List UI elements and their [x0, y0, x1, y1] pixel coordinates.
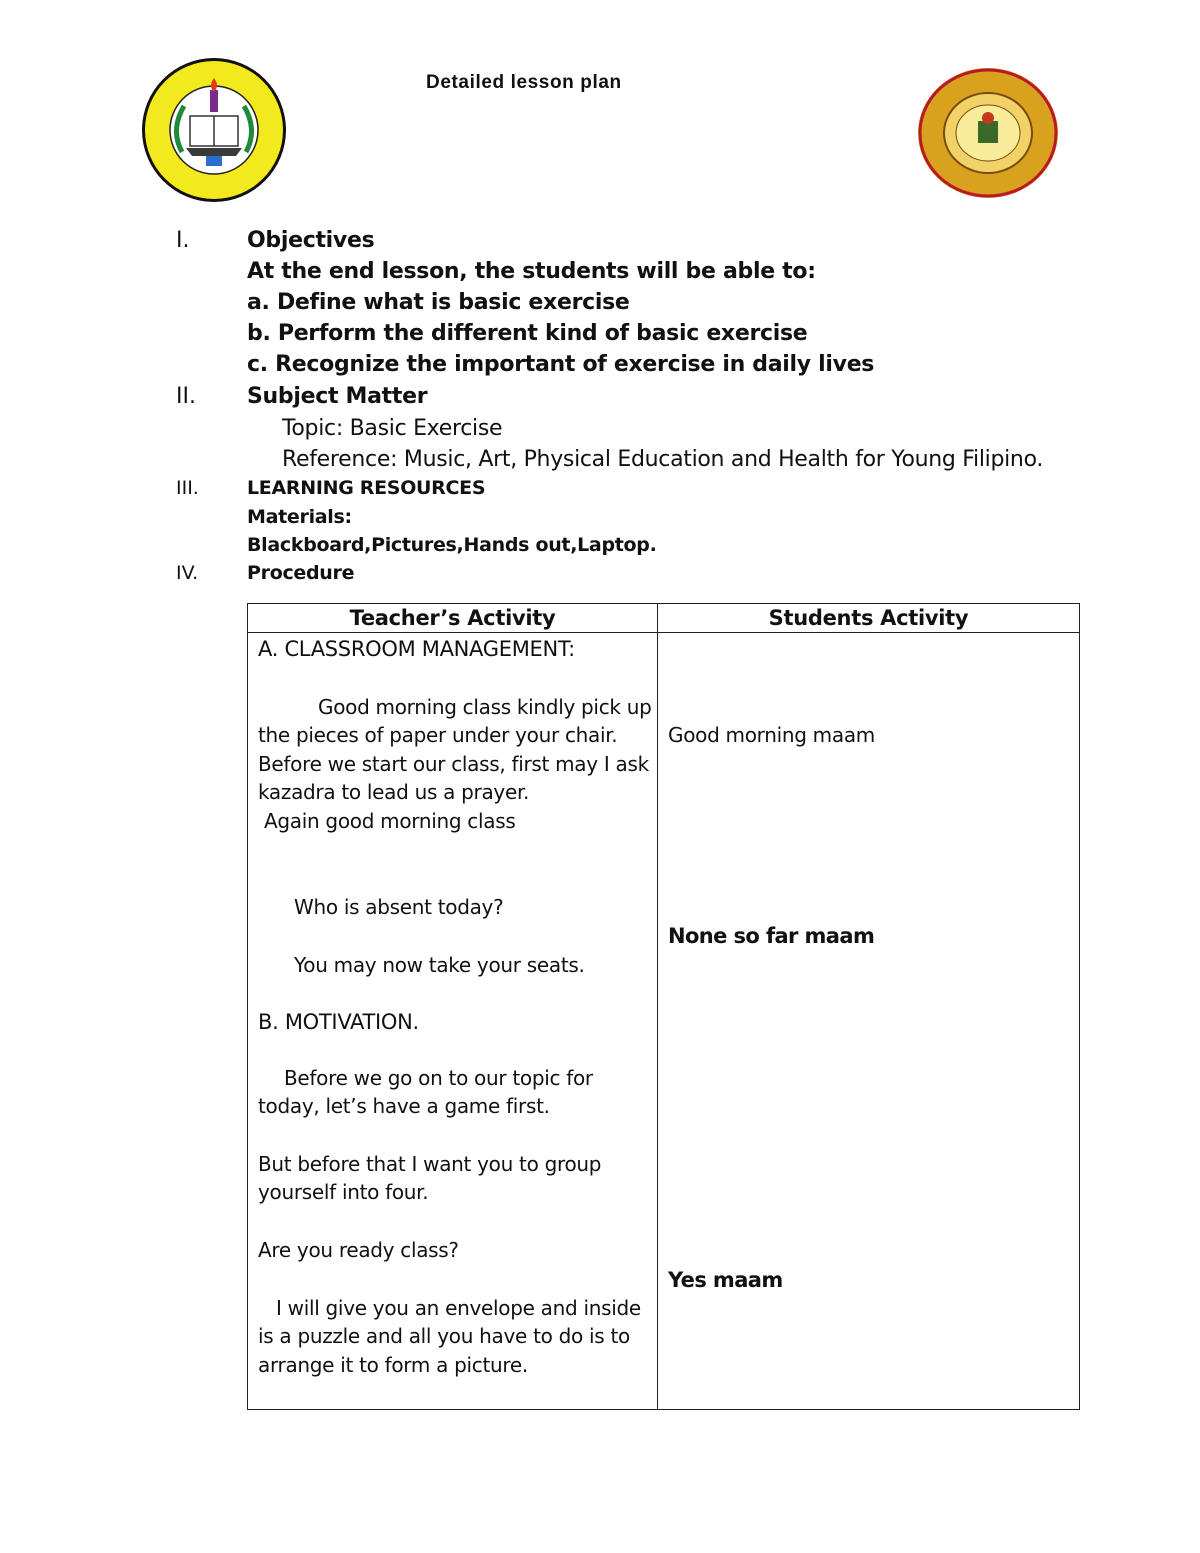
section-number-2: II.: [176, 384, 196, 409]
section-number-4: IV.: [176, 562, 199, 584]
teacher-line: yourself into four.: [258, 1180, 429, 1204]
teacher-line: Before we go on to our topic for: [284, 1066, 593, 1090]
teacher-activity-cell: [248, 633, 658, 1410]
student-response: None so far maam: [668, 924, 875, 948]
classroom-management-heading: A. CLASSROOM MANAGEMENT:: [258, 637, 575, 661]
topic-line: Topic: Basic Exercise: [282, 416, 503, 441]
teacher-line: today, let’s have a game first.: [258, 1094, 550, 1118]
teacher-line: Again good morning class: [264, 809, 516, 833]
objectives-intro: At the end lesson, the students will be able to:: [247, 259, 816, 284]
teacher-line: I will give you an envelope and inside: [276, 1296, 641, 1320]
motivation-heading: B. MOTIVATION.: [258, 1010, 419, 1034]
teacher-line: Good morning class kindly pick up: [318, 695, 652, 719]
objective-b: b. Perform the different kind of basic exercise: [247, 321, 808, 346]
learning-resources-heading: LEARNING RESOURCES: [247, 477, 486, 499]
students-activity-header: Students Activity: [658, 604, 1080, 633]
procedure-heading: Procedure: [247, 562, 355, 584]
teacher-line: Are you ready class?: [258, 1238, 459, 1262]
objective-c: c. Recognize the important of exercise in daily lives: [247, 352, 875, 377]
student-response: Good morning maam: [668, 723, 875, 747]
teacher-line: arrange it to form a picture.: [258, 1353, 528, 1377]
teacher-line: is a puzzle and all you have to do is to: [258, 1324, 630, 1348]
objectives-heading: Objectives: [247, 228, 375, 253]
ispsc-seal-logo: [916, 66, 1060, 200]
materials-list: Blackboard,Pictures,Hands out,Laptop.: [247, 534, 657, 556]
teacher-line: Before we start our class, first may I ask: [258, 752, 649, 776]
teacher-line: kazadra to lead us a prayer.: [258, 780, 530, 804]
teacher-activity-header: Teacher’s Activity: [248, 604, 658, 633]
subject-matter-heading: Subject Matter: [247, 384, 428, 409]
document-title: Detailed lesson plan: [426, 72, 622, 93]
section-number-3: III.: [176, 477, 199, 499]
students-activity-cell: [658, 633, 1080, 1410]
procedure-table: [247, 603, 1080, 1410]
teacher-line: But before that I want you to group: [258, 1152, 602, 1176]
objective-a: a. Define what is basic exercise: [247, 290, 630, 315]
student-response: Yes maam: [668, 1268, 783, 1292]
materials-label: Materials:: [247, 506, 352, 528]
section-number-1: I.: [176, 228, 190, 253]
teacher-line: You may now take your seats.: [294, 953, 585, 977]
teacher-line: Who is absent today?: [294, 895, 504, 919]
reference-line: Reference: Music, Art, Physical Education and Health for Young Filipino.: [282, 447, 1044, 472]
teacher-education-logo: [140, 56, 288, 204]
teacher-line: the pieces of paper under your chair.: [258, 723, 618, 747]
